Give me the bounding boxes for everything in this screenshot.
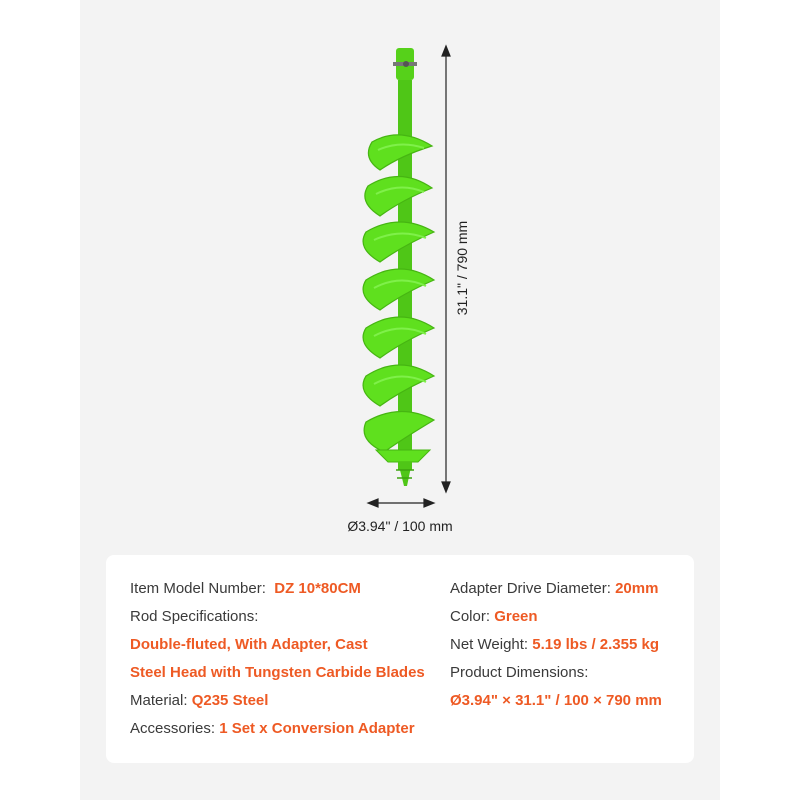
auger-drawing xyxy=(80,0,720,540)
spec-column-left xyxy=(130,575,448,743)
spec-weight: Net Weight: 5.19 lbs / 2.355 kg xyxy=(450,636,660,653)
spec-rod-value-1: Double-fluted, With Adapter, Cast xyxy=(130,636,368,653)
spec-drive: Adapter Drive Diameter: 20mm xyxy=(450,580,659,597)
spec-accessories-value: 1 Set x Conversion Adapter xyxy=(219,720,415,737)
spec-material-value: Q235 Steel xyxy=(191,692,269,709)
spec-material: Material: Q235 Steel xyxy=(130,692,269,709)
spec-rod-label: Rod Specifications: xyxy=(130,608,259,625)
spec-color-value: Green xyxy=(494,608,538,625)
spec-color: Color: Green xyxy=(450,608,538,625)
spec-accessories: Accessories: 1 Set x Conversion Adapter xyxy=(130,720,415,737)
spec-weight-value: 5.19 lbs / 2.355 kg xyxy=(532,636,660,653)
diameter-dimension-label: Ø3.94" / 100 mm xyxy=(347,518,453,534)
spec-dimensions-value: Ø3.94" × 31.1" / 100 × 790 mm xyxy=(450,692,662,709)
specifications-card xyxy=(106,555,694,763)
spec-rod-value-2: Steel Head with Tungsten Carbide Blades xyxy=(130,664,425,681)
auger-pilot-tip xyxy=(398,462,412,486)
diameter-dimension-line xyxy=(368,499,434,507)
length-dimension-label: 31.1" / 790 mm xyxy=(454,220,470,316)
length-dimension-line xyxy=(442,46,450,492)
spec-model-value: DZ 10*80CM xyxy=(274,580,361,597)
spec-drive-value: 20mm xyxy=(615,580,659,597)
auger-cutting-head xyxy=(376,450,430,462)
spec-column-right xyxy=(450,575,690,715)
spec-dimensions-label: Product Dimensions: xyxy=(450,664,589,681)
spec-model: Item Model Number: DZ 10*80CM xyxy=(130,580,361,597)
